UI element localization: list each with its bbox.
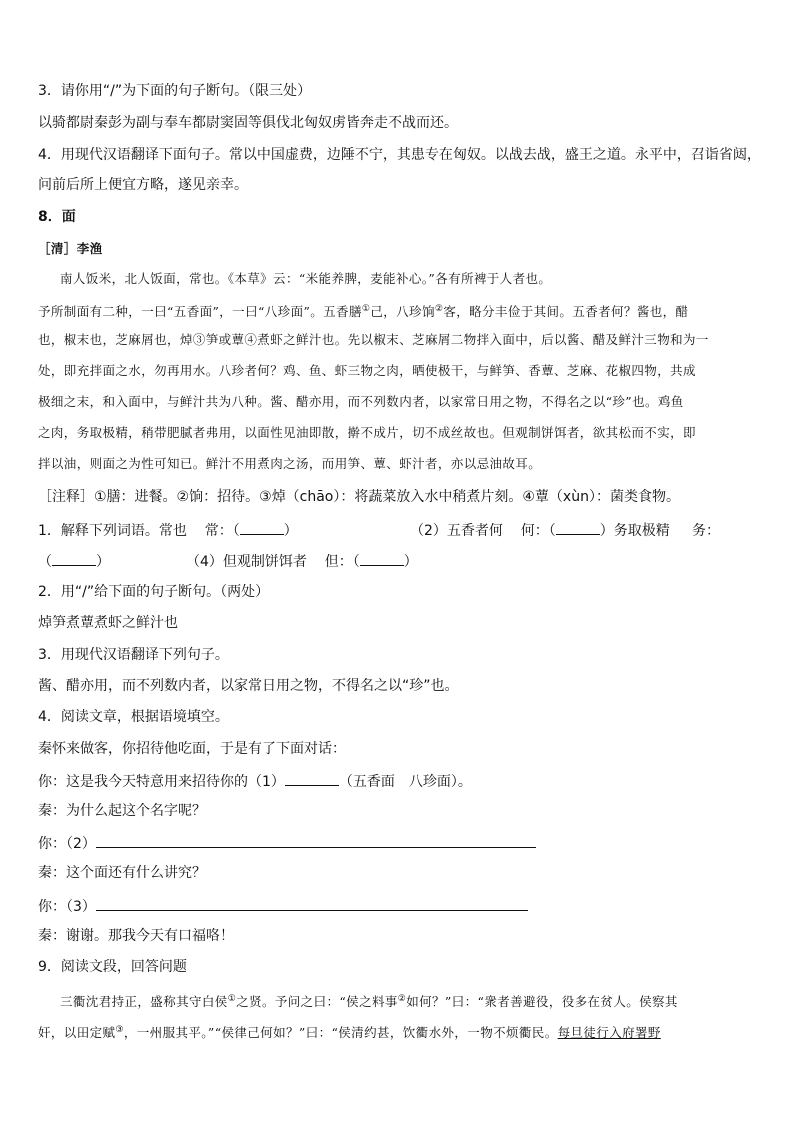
answer-blank-q4-2[interactable]	[96, 833, 536, 848]
answer-blank-q4-3[interactable]	[96, 896, 528, 911]
q4-dialog-1	[38, 771, 472, 791]
q9-marker-3: ③	[115, 1025, 124, 1035]
q9-marker-2: ②	[397, 994, 407, 1004]
q1-line1	[38, 520, 298, 540]
q9-marker-1: ①	[227, 994, 237, 1004]
q1-w4b: 但：（	[324, 554, 360, 570]
answer-blank-4[interactable]	[360, 551, 404, 566]
q9-underlined-sentence: 每旦徒行入府署野	[557, 1025, 661, 1041]
q4-dialog-5	[38, 896, 528, 916]
answer-blank-3[interactable]	[52, 551, 96, 566]
passage8-p7: 拌以油，则面之为性可知已。鲜汁不用煮肉之汤，而用笋、蕈、虾汁者，亦以忌油故耳。	[38, 456, 542, 471]
q9-p1b: 之贤。予问之曰：“侯之料事	[236, 994, 398, 1010]
q9-p2b: ，一州服其平。”“侯律己何如？”曰：“侯清约甚，饮衢水外，一物不烦衢民。	[123, 1025, 558, 1041]
q9-p1	[60, 990, 678, 1011]
passage8-p2b: 己，八珍饷	[370, 304, 435, 320]
q1-close3: ）	[96, 554, 110, 570]
q9-p2	[38, 1021, 661, 1042]
q4-dialog-2: 秦：为什么起这个名字呢？	[38, 803, 206, 819]
note-marker-2: ②	[434, 304, 444, 314]
q4-prompt: 4．阅读文章，根据语境填空。	[38, 709, 229, 725]
q1-close1: ）	[283, 523, 298, 539]
q1-open3: （	[38, 554, 52, 570]
q3a-prompt: 3．请你用“/”为下面的句子断句。（限三处）	[38, 83, 312, 99]
answer-blank-q4-1[interactable]	[285, 771, 339, 786]
q4-d5: 你：（3）	[38, 899, 96, 915]
q1-line2-right	[186, 551, 418, 571]
q1-w2b: 何：（	[520, 523, 556, 539]
q3-sentence: 酱、醋亦用，而不列数内者，以家常日用之物，不得名之以“珍”也。	[38, 678, 459, 694]
q9-p2a: 奸，以田定赋	[38, 1025, 116, 1041]
q1-line2	[38, 551, 110, 571]
q3a-sentence: 以骑都尉秦彭为副与奉车都尉窦固等俱伐北匈奴虏皆奔走不战而还。	[38, 115, 458, 131]
answer-blank-2[interactable]	[556, 520, 600, 535]
q1-w1: 常：（	[204, 523, 240, 539]
q4-dialog-3	[38, 833, 536, 853]
q1-w2: （2）五香者何	[410, 523, 503, 539]
q3-prompt: 3．用现代汉语翻译下列句子。	[38, 647, 229, 663]
passage8-p1: 南人饭米，北人饭面，常也。《本草》云：“米能养脾，麦能补心。”各有所裨于人者也。	[60, 271, 552, 286]
passage8-notes: ［注释］①膳：进餐。②饷：招待。③焯（chāo）：将蔬菜放入水中稍煮片刻。④蕈（xùn）：菌类食物。	[38, 489, 680, 505]
note-marker-1: ①	[361, 304, 371, 314]
passage8-p6: 之肉，务取极精，稍带肥腻者弗用，以面性见油即散，擀不成片，切不成丝故也。但观制饼饵者，欲其松而不实，即	[38, 425, 696, 440]
q4-dialog-4: 秦：这个面还有什么讲究？	[38, 865, 206, 881]
section8-number: 8．面	[38, 209, 76, 225]
passage8-p5: 极细之末，和入面中，与鲜汁共为八种。酱、醋亦用，而不列数内者，以家常日用之物，不得名之以“珍”也。鸡鱼	[38, 394, 684, 409]
q1-close2: ）务取极精	[599, 523, 670, 539]
q4-d3: 你：（2）	[38, 836, 96, 852]
q1-lead: 1．解释下列词语。常也	[38, 523, 187, 539]
q1-line1-right	[410, 520, 720, 540]
passage8-p4: 处，即充拌面之水，勿再用水。八珍者何？鸡、鱼、虾三物之肉，晒使极干，与鲜笋、香蕈、芝麻、花椒四物，共成	[38, 363, 696, 378]
q4-intro: 秦怀来做客，你招待他吃面，于是有了下面对话：	[38, 741, 346, 757]
answer-blank-1[interactable]	[240, 520, 284, 535]
q9-p1c: 如何？”曰：“衆者善避役，役多在贫人。侯察其	[406, 994, 678, 1010]
q1-close4: ）	[403, 554, 418, 570]
q4a-line1: 4．用现代汉语翻译下面句子。常以中国虚费，边陲不宁，其患专在匈奴。以战去战，盛王之道。永平中，召诣省闼，	[38, 147, 761, 163]
q9-p1a: 三衢沈君持正，盛称其守白侯	[60, 994, 228, 1010]
q2-sentence: 焯笋煮蕈煮虾之鲜汁也	[38, 615, 178, 631]
q1-w4: （4）但观制饼饵者	[186, 554, 307, 570]
passage8-p2	[38, 300, 688, 321]
q4a-line2: 问前后所上便宜方略，遂见亲幸。	[38, 177, 248, 193]
passage8-p3: 也，椒末也，芝麻屑也，焯③笋或蕈④煮虾之鲜汁也。先以椒末、芝麻屑二物拌入面中，后以酱、醋及鲜汁三物和为一	[38, 332, 709, 347]
q9-prompt: 9．阅读文段，回答问题	[38, 959, 187, 975]
section8-author: ［清］李渔	[38, 241, 103, 256]
q2-prompt: 2．用“/”给下面的句子断句。（两处）	[38, 584, 270, 600]
q4-d1a: 你：这是我今天特意用来招待你的（1）	[38, 774, 285, 790]
passage8-p2a: 予所制面有二种，一曰“五香面”，一曰“八珍面”。五香膳	[38, 304, 362, 320]
q1-w3: 务：	[692, 523, 720, 539]
q4-d1b: （五香面 八珍面）。	[338, 774, 472, 790]
q4-dialog-6: 秦：谢谢。那我今天有口福咯！	[38, 928, 234, 944]
passage8-p2c: 客，略分丰俭于其间。五香者何？酱也，醋	[443, 304, 689, 320]
